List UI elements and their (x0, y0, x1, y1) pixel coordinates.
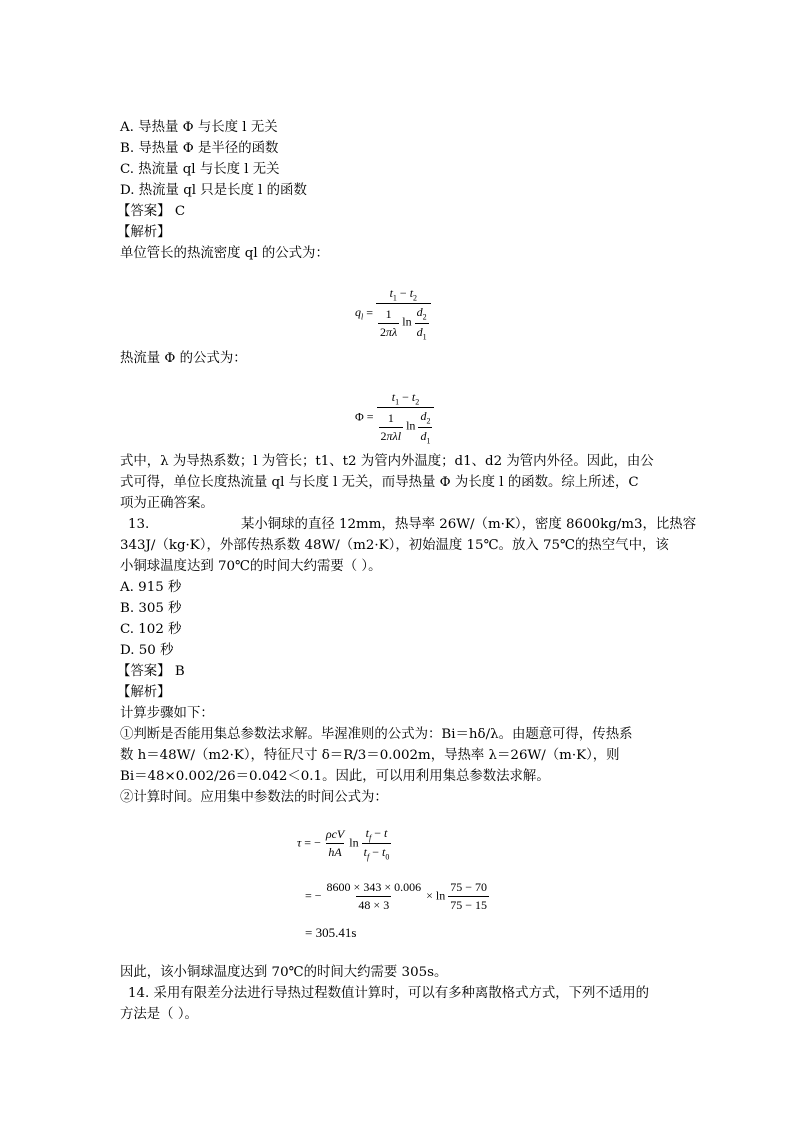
formula-ln-den: 75 − 15 (450, 898, 487, 912)
analysis-label: 【解析】 (117, 225, 171, 240)
formula-phi: Φ = $t_1 - t_2$ 1 2πλl ln $\frac{d_2}{d_1}$ (355, 390, 434, 445)
formula-substituted: = − $\frac{8600 \times 343 \times 0.006}{48 \times 3}$ × ln $\frac{75 - 70}{75 - 15}$ (305, 880, 487, 912)
formula-num: 8600 × 343 × 0.006 (326, 880, 422, 894)
analysis-label: 【解析】 (117, 685, 171, 700)
formula-ql: $q_l$ = $t_1 - t_2$ $\frac{1}{2\pi\lambda}$ ln $\frac{d_2}{d_1}$ (355, 286, 431, 341)
option-d: D. 热流量 ql 只是长度 l 的函数 (120, 183, 307, 198)
answer-label: 【答案】 B (117, 664, 185, 679)
question-stem: 343J/（kg·K），外部传热系数 48W/（m2·K），初始温度 15℃。放入 75℃的热空气中，该 (120, 538, 669, 553)
option-c: C. 102 秒 (120, 622, 182, 637)
step1-line: ①判断是否能用集总参数法求解。毕渥准则的公式为：Bi＝hδ/λ。由题意可得，传热系 (120, 727, 633, 742)
option-d: D. 50 秒 (120, 643, 174, 658)
question-stem: 小铜球温度达到 70℃的时间大约需要（ ）。 (120, 559, 382, 574)
option-b: B. 导热量 Φ 是半径的函数 (120, 141, 279, 156)
question-stem: 某小铜球的直径 12mm，热导率 26W/（m·K），密度 8600kg/m3，比热容 (241, 517, 697, 532)
step2-line: ②计算时间。应用集中参数法的时间公式为： (120, 790, 388, 805)
question-stem: 14. 采用有限差分法进行导热过程数值计算时，可以有多种离散格式方式，下列不适用的 (128, 986, 650, 1001)
formula-den: 48 × 3 (358, 898, 390, 912)
intro-text: 单位管长的热流密度 ql 的公式为： (120, 246, 329, 261)
option-c: C. 热流量 ql 与长度 l 无关 (120, 162, 280, 177)
explanation-line: 项为正确答案。 (120, 496, 214, 511)
step1-line: 数 h＝48W/（m2·K），特征尺寸 δ＝R/3＝0.002m，导热率 λ＝26W/（m·K），则 (120, 748, 620, 763)
question-number: 13. (128, 517, 150, 532)
formula-time: τ = − ρcV hA ln $\frac{t_f - t}{t_f - t_0}$ (297, 826, 390, 862)
option-a: A. 915 秒 (120, 580, 182, 595)
intro2-text: 热流量 Φ 的公式为： (120, 351, 247, 366)
conclusion-text: 因此，该小铜球温度达到 70℃的时间大约需要 305s。 (120, 965, 448, 980)
steps-intro: 计算步骤如下： (120, 706, 214, 721)
explanation-line: 式可得，单位长度热流量 ql 与长度 l 无关，而导热量 Φ 为长度 l 的函数。综上所述，C (120, 475, 639, 490)
option-a: A. 导热量 Φ 与长度 l 无关 (120, 120, 278, 135)
step1-line: Bi＝48×0.002/26＝0.042＜0.1。因此，可以用利用集总参数法求解。 (120, 769, 550, 784)
formula-ln-num: 75 − 70 (450, 880, 487, 894)
answer-label: 【答案】 C (117, 204, 186, 219)
option-b: B. 305 秒 (120, 601, 182, 616)
formula-result: = 305.41s (305, 925, 357, 940)
explanation-line: 式中，λ 为导热系数；l 为管长；t1、t2 为管内外温度；d1、d2 为管内外径。因此，由公 (120, 454, 654, 469)
question-stem: 方法是（ ）。 (120, 1007, 198, 1022)
